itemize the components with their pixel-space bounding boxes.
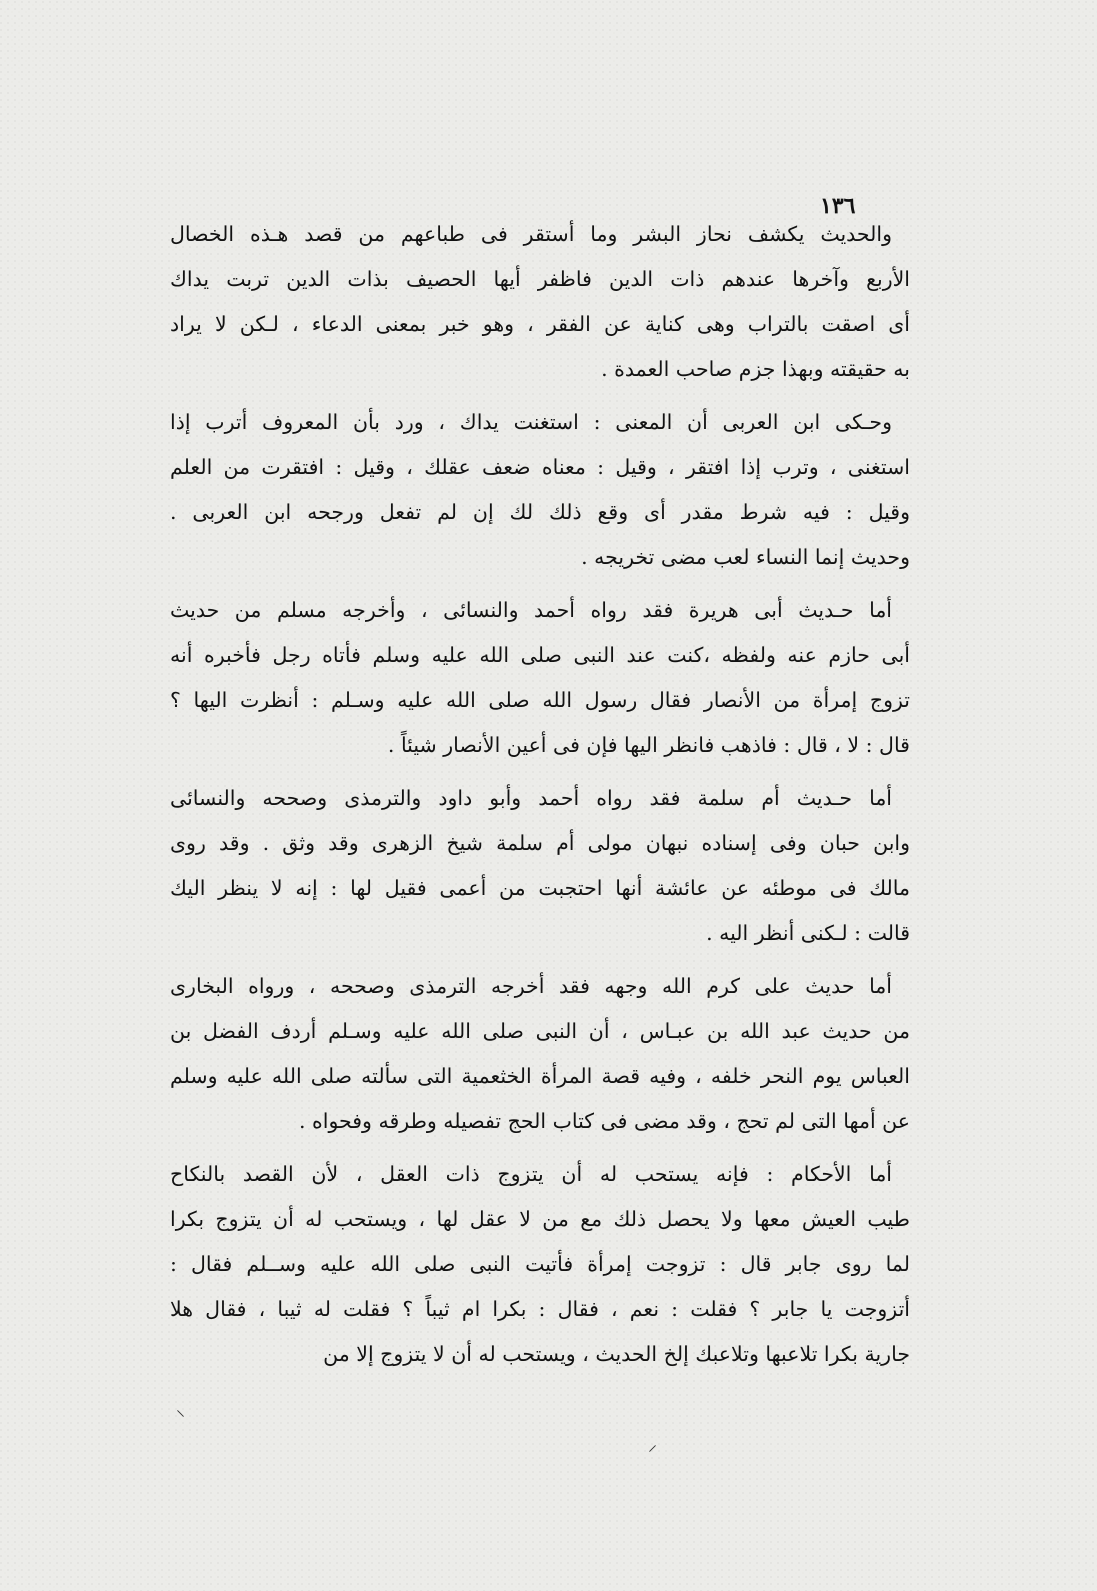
body-text <box>170 212 910 1377</box>
text-line: طيب العيش معها ولا يحصل ذلك مع من لا عقل لها ، ويستحب له أن يتزوج بكرا <box>170 1207 910 1231</box>
text-line: أى اصقت بالتراب وهى كناية عن الفقر ، وهو خبر بمعنى الدعاء ، لـكن لا يراد <box>170 312 910 336</box>
text-line: قالت : لـكنى أنظر اليه . <box>706 921 910 945</box>
text-line: قال : لا ، قال : فاذهب فانظر اليها فإن فى أعين الأنصار شيئاً . <box>387 733 910 757</box>
paragraph <box>170 212 910 392</box>
text-line: العباس يوم النحر خلفه ، وفيه قصة المرأة الخثعمية التى سألته صلى الله عليه وسلم <box>170 1064 910 1088</box>
paragraph <box>170 776 910 956</box>
scan-mark: ⸌ <box>176 1407 185 1428</box>
text-line: أما الأحكام : فإنه يستحب له أن يتزوج ذات العقل ، لأن القصد بالنكاح <box>170 1162 892 1186</box>
text-line: تزوج إمرأة من الأنصار فقال رسول الله صلى الله عليه وسـلم : أنظرت اليها ؟ <box>170 688 910 712</box>
paragraph <box>170 588 910 768</box>
text-line: الأربع وآخرها عندهم ذات الدين فاظفر أيها الحصيف بذات الدين تربت يداك <box>170 267 910 291</box>
text-line: استغنى ، وترب إذا افتقر ، وقيل : معناه ضعف عقلك ، وقيل : افتقرت من العلم <box>170 455 910 479</box>
text-line: مالك فى موطئه عن عائشة أنها احتجبت من أعمى فقيل لها : إنه لا ينظر اليك <box>170 876 910 900</box>
paragraph <box>170 964 910 1144</box>
page-number: ١٣٦ <box>820 193 856 219</box>
text-line: به حقيقته وبهذا جزم صاحب العمدة . <box>601 357 910 381</box>
paragraph <box>170 1152 910 1377</box>
text-line: أتزوجت يا جابر ؟ فقلت : نعم ، فقال : بكرا ام ثيباً ؟ فقلت له ثيبا ، فقال هلا <box>170 1297 910 1321</box>
text-line: أبى حازم عنه ولفظه ،كنت عند النبى صلى الله عليه وسلم فأتاه رجل فأخبره أنه <box>170 643 910 667</box>
text-line: والحديث يكشف نحاز البشر وما أستقر فى طباعهم من قصد هـذه الخصال <box>170 222 892 246</box>
text-line: لما روى جابر قال : تزوجت إمرأة فأتيت النبى صلى الله عليه وســلم فقال : <box>170 1252 910 1276</box>
text-line: وحديث إنما النساء لعب مضى تخريجه . <box>581 545 910 569</box>
text-line: وابن حبان وفى إسناده نبهان مولى أم سلمة شيخ الزهرى وقد وثق . وقد روى <box>170 831 910 855</box>
text-line: عن أمها التى لم تحج ، وقد مضى فى كتاب الحج تفصيله وطرقه وفحواه . <box>298 1109 910 1133</box>
paragraph <box>170 400 910 580</box>
text-line: أما حـديث أم سلمة فقد رواه أحمد وأبو داود والترمذى وصححه والنسائى <box>170 786 892 810</box>
text-line: جارية بكرا تلاعبها وتلاعبك إلخ الحديث ، ويستحب له أن لا يتزوج إلا من <box>323 1342 910 1366</box>
text-line: أما حـديث أبى هريرة فقد رواه أحمد والنسائى ، وأخرجه مسلم من حديث <box>170 598 892 622</box>
text-line: أما حديث على كرم الله وجهه فقد أخرجه الترمذى وصححه ، ورواه البخارى <box>170 974 892 998</box>
scan-mark: ⸍ <box>648 1442 657 1463</box>
text-line: من حديث عبد الله بن عبـاس ، أن النبى صلى الله عليه وسـلم أردف الفضل بن <box>170 1019 910 1043</box>
text-line: وحـكى ابن العربى أن المعنى : استغنت يداك ، ورد بأن المعروف أترب إذا <box>170 410 892 434</box>
text-line: وقيل : فيه شرط مقدر أى وقع ذلك لك إن لم تفعل ورجحه ابن العربى . <box>170 500 910 524</box>
